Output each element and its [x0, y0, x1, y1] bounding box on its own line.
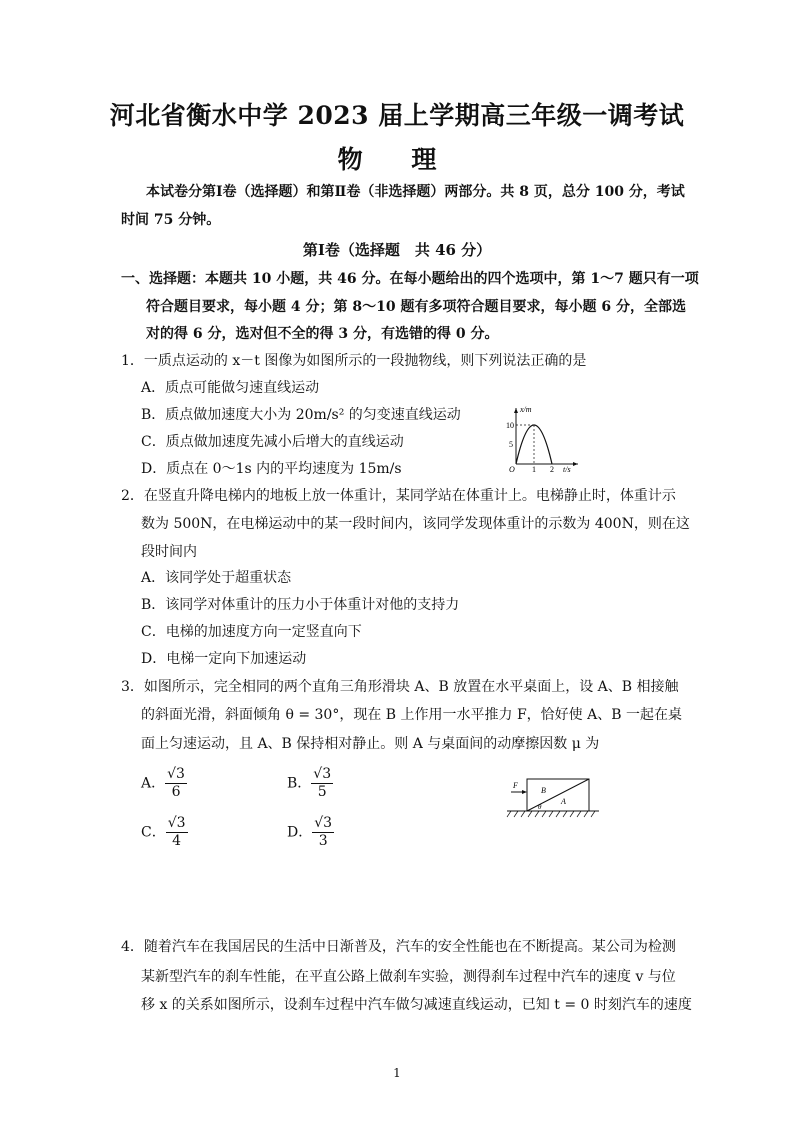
- y-axis-label: x/m: [520, 405, 532, 414]
- q3-option-b: B． $\frac{√3}{5}$: [287, 766, 332, 800]
- q4-line-1: 4．随着汽车在我国居民的生活中日渐普及，汽车的安全性能也在不断提高。某公司为检测: [121, 939, 676, 955]
- x-tick-2: 2: [550, 465, 554, 474]
- section-heading: 第Ⅰ卷（选择题 共 46 分）: [302, 241, 492, 259]
- subject-title: 物 理: [337, 145, 457, 174]
- q1-option-a: A．质点可能做匀速直线运动: [141, 380, 320, 396]
- x-axis-label: t/s: [563, 465, 571, 474]
- x-axis-arrow-icon: [573, 462, 578, 466]
- force-arrow-head-icon: [522, 790, 527, 794]
- q2-option-c: C．电梯的加速度方向一定竖直向下: [141, 624, 362, 640]
- q1-option-c: C．质点做加速度先减小后增大的直线运动: [141, 434, 404, 450]
- origin-label: O: [509, 465, 515, 474]
- q2-option-a: A．该同学处于超重状态: [141, 570, 292, 586]
- q1-stem: 1．一质点运动的 x－t 图像为如图所示的一段抛物线，则下列说法正确的是: [121, 353, 587, 369]
- q2-option-b: B．该同学对体重计的压力小于体重计对他的支持力: [141, 597, 460, 613]
- instruction-line-3: 对的得 6 分，选对但不全的得 3 分，有选错的得 0 分。: [146, 326, 499, 342]
- x-tick-1: 1: [532, 465, 536, 474]
- q4-line-2: 某新型汽车的刹车性能，在平直公路上做刹车实验，测得刹车过程中汽车的速度 v 与位: [141, 969, 676, 985]
- theta-label: θ: [538, 803, 542, 811]
- instruction-line-2: 符合题目要求，每小题 4 分；第 8～10 题有多项符合题目要求，每小题 6 分，全部选: [146, 299, 686, 315]
- intro-line-1: 本试卷分第Ⅰ卷（选择题）和第Ⅱ卷（非选择题）两部分。共 8 页，总分 100 分，考试: [146, 184, 685, 200]
- ground-hatch: [507, 811, 595, 817]
- q2-option-d: D．电梯一定向下加速运动: [141, 651, 307, 667]
- q3-line-1: 3．如图所示，完全相同的两个直角三角形滑块 A、B 放置在水平桌面上，设 A、B 相接触: [121, 679, 679, 695]
- xt-graph: [504, 402, 584, 474]
- y-axis-arrow-icon: [514, 408, 518, 413]
- q3-option-c: C． $\frac{√3}{4}$: [141, 815, 186, 849]
- q4-line-3: 移 x 的关系如图所示，设刹车过程中汽车做匀减速直线运动，已知 t = 0 时刻汽车的速度: [141, 997, 692, 1013]
- intro-line-2: 时间 75 分钟。: [121, 212, 221, 228]
- q2-line-3: 段时间内: [141, 544, 197, 560]
- sliding-blocks-figure: [505, 772, 601, 820]
- instruction-line-1: 一、选择题：本题共 10 小题，共 46 分。在每小题给出的四个选项中，第 1～7 题只有一项: [121, 271, 699, 287]
- exam-title: 河北省衡水中学 2023 届上学期高三年级一调考试: [109, 101, 685, 130]
- q3-option-a: A． $\frac{√3}{6}$: [141, 766, 185, 800]
- y-tick-10: 10: [506, 421, 514, 430]
- q3-option-d: D． $\frac{√3}{3}$: [287, 815, 333, 849]
- q2-line-2: 数为 500N，在电梯运动中的某一段时间内，该同学发现体重计的示数为 400N，则在这: [141, 516, 690, 532]
- block-a-label: A: [561, 797, 566, 806]
- page-number: 1: [393, 1066, 401, 1080]
- q2-line-1: 2．在竖直升降电梯内的地板上放一体重计，某同学站在体重计上。电梯静止时，体重计示: [121, 488, 676, 504]
- incline-line: [527, 779, 589, 811]
- force-label: F: [513, 781, 518, 790]
- y-tick-5: 5: [509, 440, 513, 449]
- q3-line-2: 的斜面光滑，斜面倾角 θ = 30°，现在 B 上作用一水平推力 F，恰好使 A、B 一起在桌: [141, 707, 682, 723]
- block-b-label: B: [541, 786, 546, 795]
- q3-line-3: 面上匀速运动，且 A、B 保持相对静止。则 A 与桌面间的动摩擦因数 μ 为: [141, 736, 600, 752]
- q1-option-b: B．质点做加速度大小为 20m/s² 的匀变速直线运动: [141, 407, 461, 423]
- q1-option-d: D．质点在 0～1s 内的平均速度为 15m/s: [141, 461, 402, 477]
